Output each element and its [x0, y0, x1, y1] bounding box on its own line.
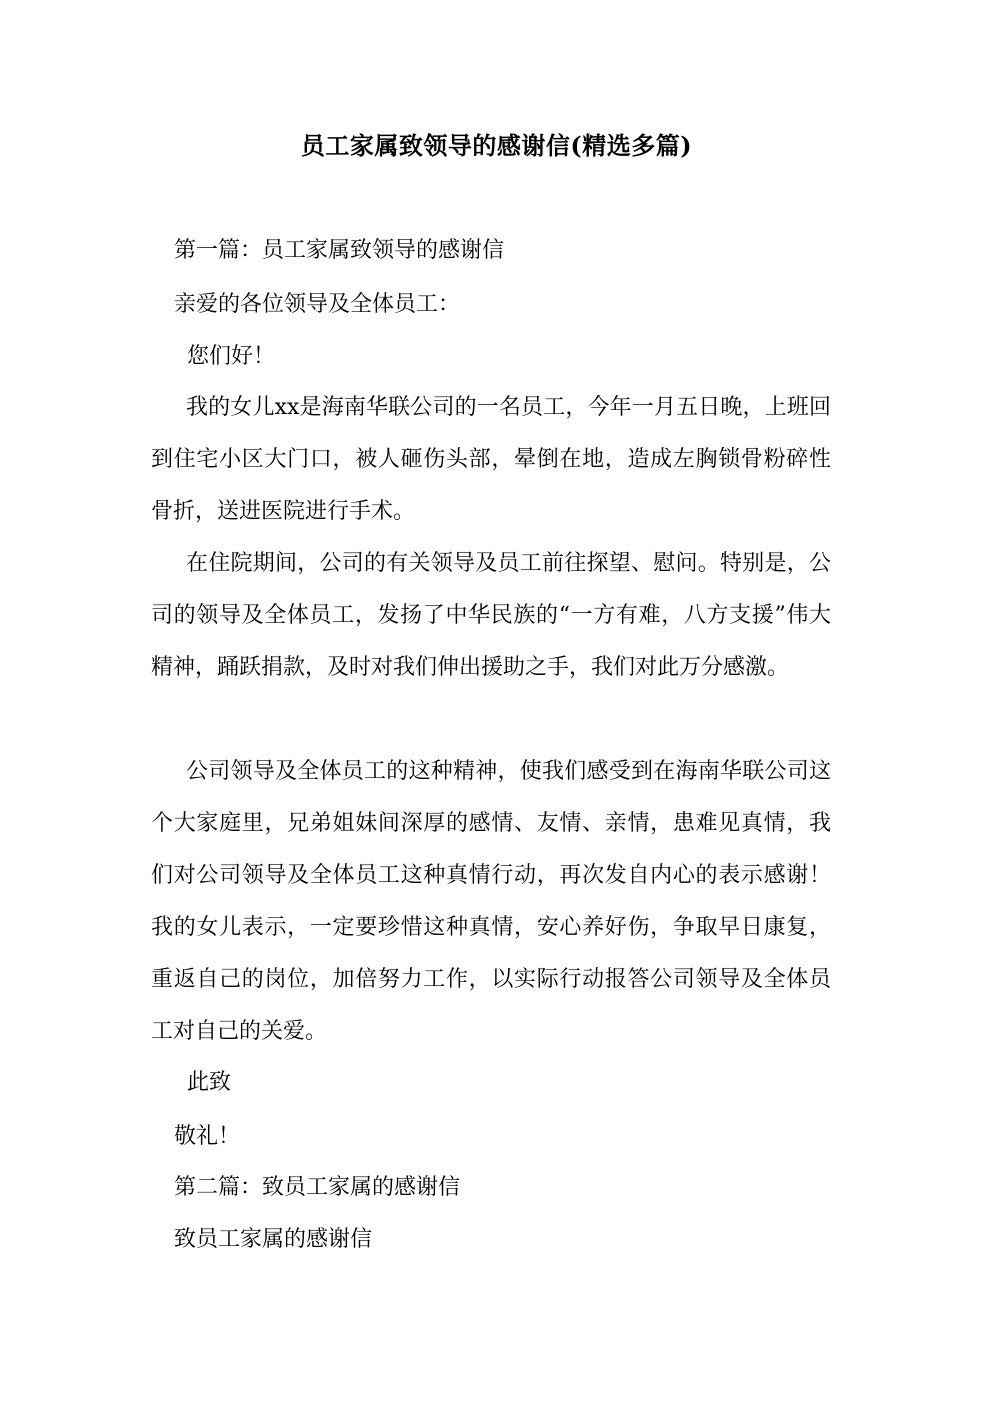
salutation: 亲爱的各位领导及全体员工：: [174, 292, 461, 317]
paragraph-2: 在住院期间，公司的有关领导及员工前往探望、慰问。特别是，公司的领导及全体员工，发扬了中华民族的“一方有难，八方支援”伟大精神，踊跃捐款，及时对我们伸出援助之手，我们对此万分感激。: [151, 551, 831, 680]
paragraph-1: 我的女儿xx是海南华联公司的一名员工，今年一月五日晚，上班回到住宅小区大门口，被人砸伤头部，晕倒在地，造成左胸锁骨粉碎性骨折，送进医院进行手术。: [151, 395, 831, 524]
document-title: 员工家属致领导的感谢信(精选多篇): [300, 131, 693, 160]
greeting: 您们好！: [187, 344, 276, 369]
section2-title: 致员工家属的感谢信: [174, 1227, 373, 1252]
section2-heading: 第二篇：致员工家属的感谢信: [174, 1175, 461, 1200]
paragraph-3: 公司领导及全体员工的这种精神，使我们感受到在海南华联公司这个大家庭里，兄弟姐妹间深厚的感情、友情、亲情，患难见真情，我们对公司领导及全体员工这种真情行动，再次发自内心的表示感谢！我的女儿表示，一定要珍惜这种真情，安心养好伤，争取早日康复，重返自己的岗位，加倍努力工作，以实际行动报答公司领导及全体员工对自己的关爱。: [151, 759, 831, 1044]
section1-heading: 第一篇：员工家属致领导的感谢信: [174, 238, 505, 263]
closing-1: 此致: [187, 1070, 232, 1095]
closing-2: 敬礼！: [174, 1124, 241, 1149]
